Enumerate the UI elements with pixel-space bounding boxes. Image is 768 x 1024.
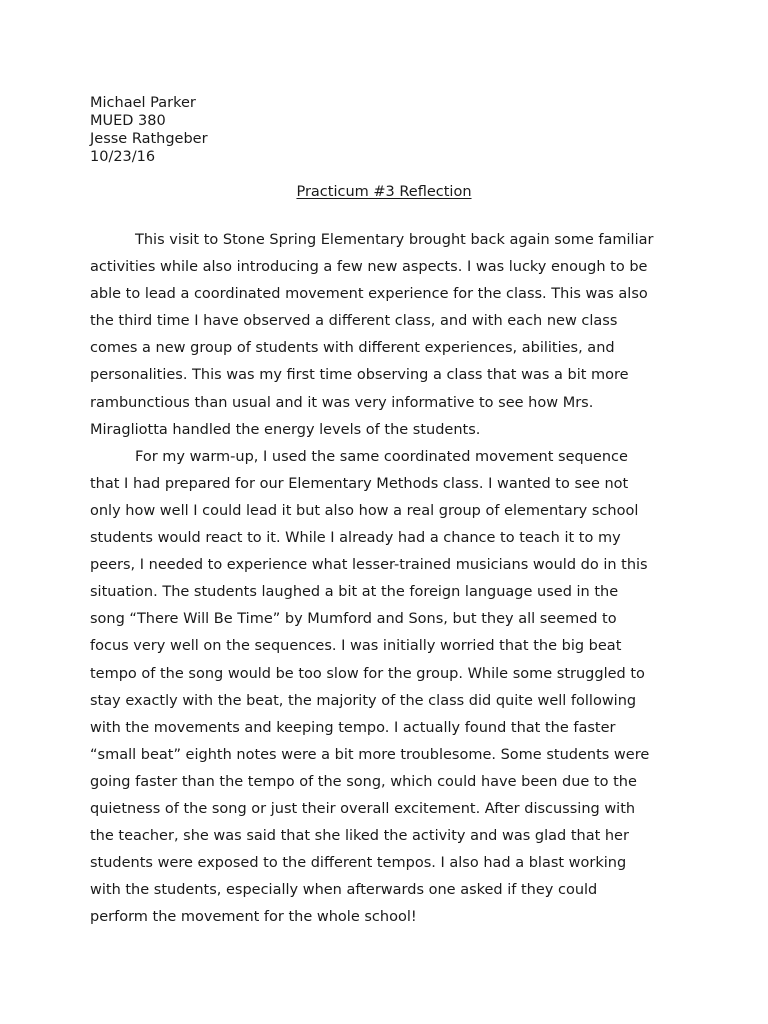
text-line: the teacher, she was said that she liked the activity and was glad that her bbox=[90, 828, 629, 845]
body-text bbox=[90, 231, 690, 935]
text-line: with the movements and keeping tempo. I actually found that the faster bbox=[90, 719, 616, 736]
instructor-name: Jesse Rathgeber bbox=[90, 131, 208, 147]
text-line: focus very well on the sequences. I was initially worried that the big beat bbox=[90, 638, 622, 655]
text-line: with the students, especially when afterwards one asked if they could bbox=[90, 882, 598, 899]
text-line: quietness of the song or just their overall excitement. After discussing with bbox=[90, 800, 636, 817]
text-line: students were exposed to the different tempos. I also had a blast working bbox=[90, 855, 627, 872]
text-line: perform the movement for the whole school! bbox=[90, 909, 417, 926]
text-line: the third time I have observed a different class, and with each new class bbox=[90, 313, 618, 330]
text-line: able to lead a coordinated movement experience for the class. This was also bbox=[90, 286, 648, 303]
document-title: Practicum #3 Reflection bbox=[296, 184, 472, 200]
text-line: Miragliotta handled the energy levels of the students. bbox=[90, 421, 481, 438]
header-block bbox=[90, 94, 208, 166]
text-line: students would react to it. While I already had a chance to teach it to my bbox=[90, 530, 621, 547]
text-line: that I had prepared for our Elementary Methods class. I wanted to see not bbox=[90, 475, 629, 492]
text-line: only how well I could lead it but also how a real group of elementary school bbox=[90, 502, 639, 519]
course-code: MUED 380 bbox=[90, 113, 166, 129]
text-line: rambunctious than usual and it was very informative to see how Mrs. bbox=[90, 394, 594, 411]
text-line: For my warm-up, I used the same coordinated movement sequence bbox=[135, 448, 628, 465]
text-line: This visit to Stone Spring Elementary brought back again some familiar bbox=[135, 232, 654, 248]
paragraph-2 bbox=[90, 448, 690, 936]
text-line: song “There Will Be Time” by Mumford and Sons, but they all seemed to bbox=[90, 611, 617, 628]
text-line: going faster than the tempo of the song, which could have been due to the bbox=[90, 773, 637, 790]
author-name: Michael Parker bbox=[90, 95, 196, 111]
document-date: 10/23/16 bbox=[90, 149, 156, 165]
text-line: tempo of the song would be too slow for the group. While some struggled to bbox=[90, 665, 645, 682]
text-line: personalities. This was my first time observing a class that was a bit more bbox=[90, 367, 629, 384]
text-line: comes a new group of students with different experiences, abilities, and bbox=[90, 340, 615, 357]
text-line: stay exactly with the beat, the majority of the class did quite well following bbox=[90, 692, 637, 709]
text-line: “small beat” eighth notes were a bit more troublesome. Some students were bbox=[90, 746, 650, 763]
text-line: activities while also introducing a few new aspects. I was lucky enough to be bbox=[90, 259, 648, 276]
text-line: situation. The students laughed a bit at the foreign language used in the bbox=[90, 584, 619, 601]
text-line: peers, I needed to experience what lesser-trained musicians would do in this bbox=[90, 557, 648, 574]
paragraph-1 bbox=[90, 231, 690, 448]
